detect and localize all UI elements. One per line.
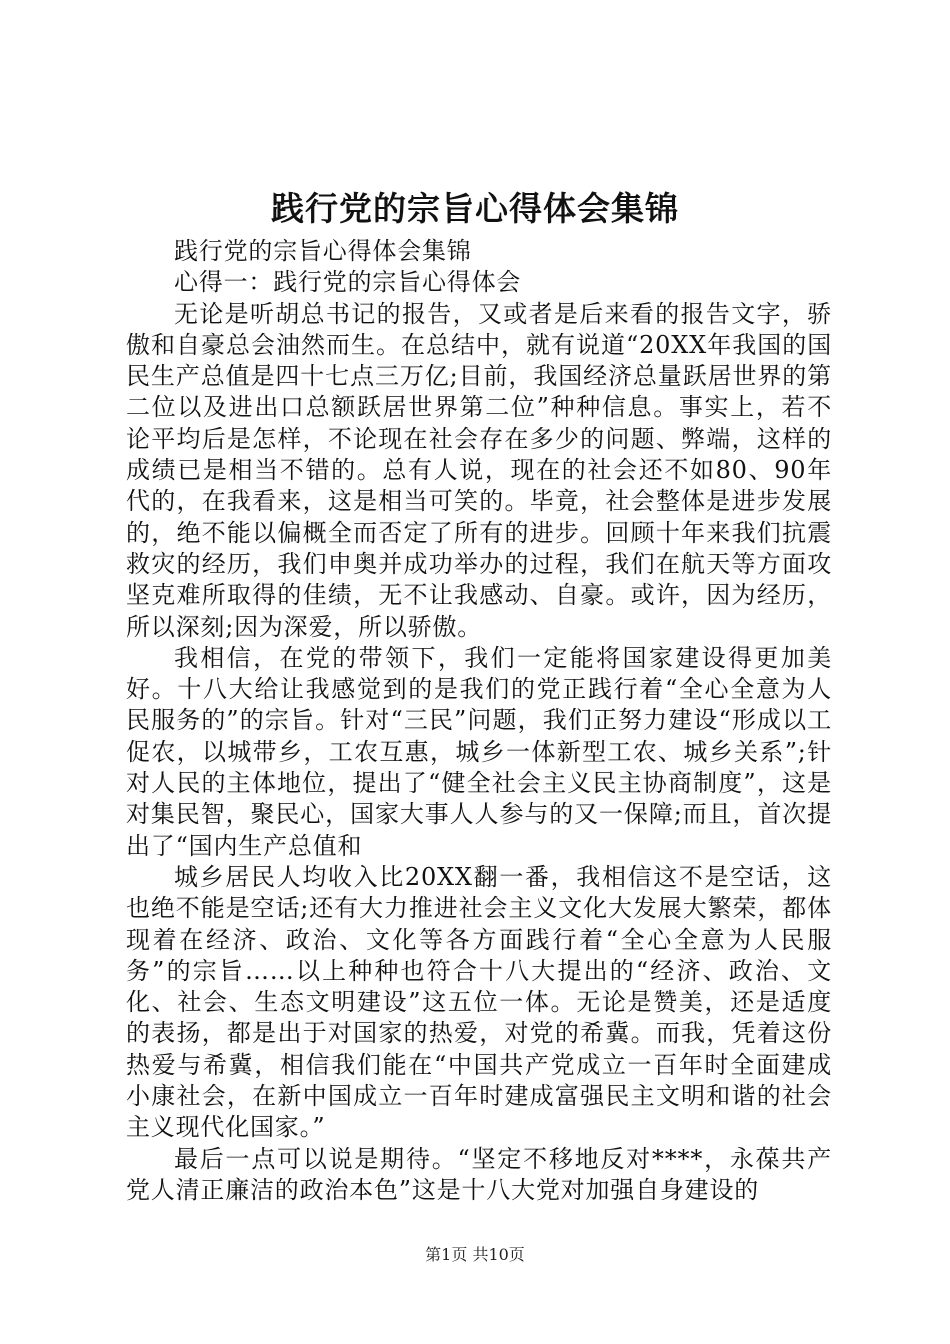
page-number-footer: 第1页 共10页 [425,1245,525,1264]
document-body [126,236,832,1206]
body-paragraph: 我相信，在党的带领下，我们一定能将国家建设得更加美好。十八大给让我感觉到的是我们的党正践行着“全心全意为人民服务的”的宗旨。针对“三民”问题，我们正努力建设“形成以工促农，以城带乡，工农互惠，城乡一体新型工农、城乡关系”;针对人民的主体地位，提出了“健全社会主义民主协商制度”，这是对集民智，聚民心，国家大事人人参与的又一保障;而且，首次提出了“国内生产总值和 [126,643,832,860]
subtitle-line: 践行党的宗旨心得体会集锦 [174,237,472,265]
page-title: 践行党的宗旨心得体会集锦 [271,189,679,228]
body-paragraph: 城乡居民人均收入比20XX翻一番，我相信这不是空话，这也绝不能是空话;还有大力推进社会主义文化大发展大繁荣，都体现着在经济、政治、文化等各方面践行着“全心全意为人民服务”的宗旨……以上种种也符合十八大提出的“经济、政治、文化、社会、生态文明建设”这五位一体。无论是赞美，还是适度的表扬，都是出于对国家的热爱，对党的希冀。而我，凭着这份热爱与希冀，相信我们能在“中国共产党成立一百年时全面建成小康社会，在新中国成立一百年时建成富强民主文明和谐的社会主义现代化国家。” [126,862,832,1142]
section-heading: 心得一：践行党的宗旨心得体会 [174,268,522,297]
body-paragraph: 无论是听胡总书记的报告，又或者是后来看的报告文字，骄傲和自豪总会油然而生。在总结中，就有说道“20XX年我国的国民生产总值是四十七点三万亿;目前，我国经济总量跃居世界的第二位以及进出口总额跃居世界第二位”种种信息。事实上，若不论平均后是怎样，不论现在社会存在多少的问题、弊端，这样的成绩已是相当不错的。总有人说，现在的社会还不如80、90年代的，在我看来，这是相当可笑的。毕竟，社会整体是进步发展的，绝不能以偏概全而否定了所有的进步。回顾十年来我们抗震救灾的经历，我们申奥并成功举办的过程，我们在航天等方面攻坚克难所取得的佳绩，无不让我感动、自豪。或许，因为经历，所以深刻;因为深爱，所以骄傲。 [126,299,832,641]
body-paragraph: 最后一点可以说是期待。“坚定不移地反对****，永葆共产党人清正廉洁的政治本色”这是十八大党对加强自身建设的 [126,1144,832,1204]
